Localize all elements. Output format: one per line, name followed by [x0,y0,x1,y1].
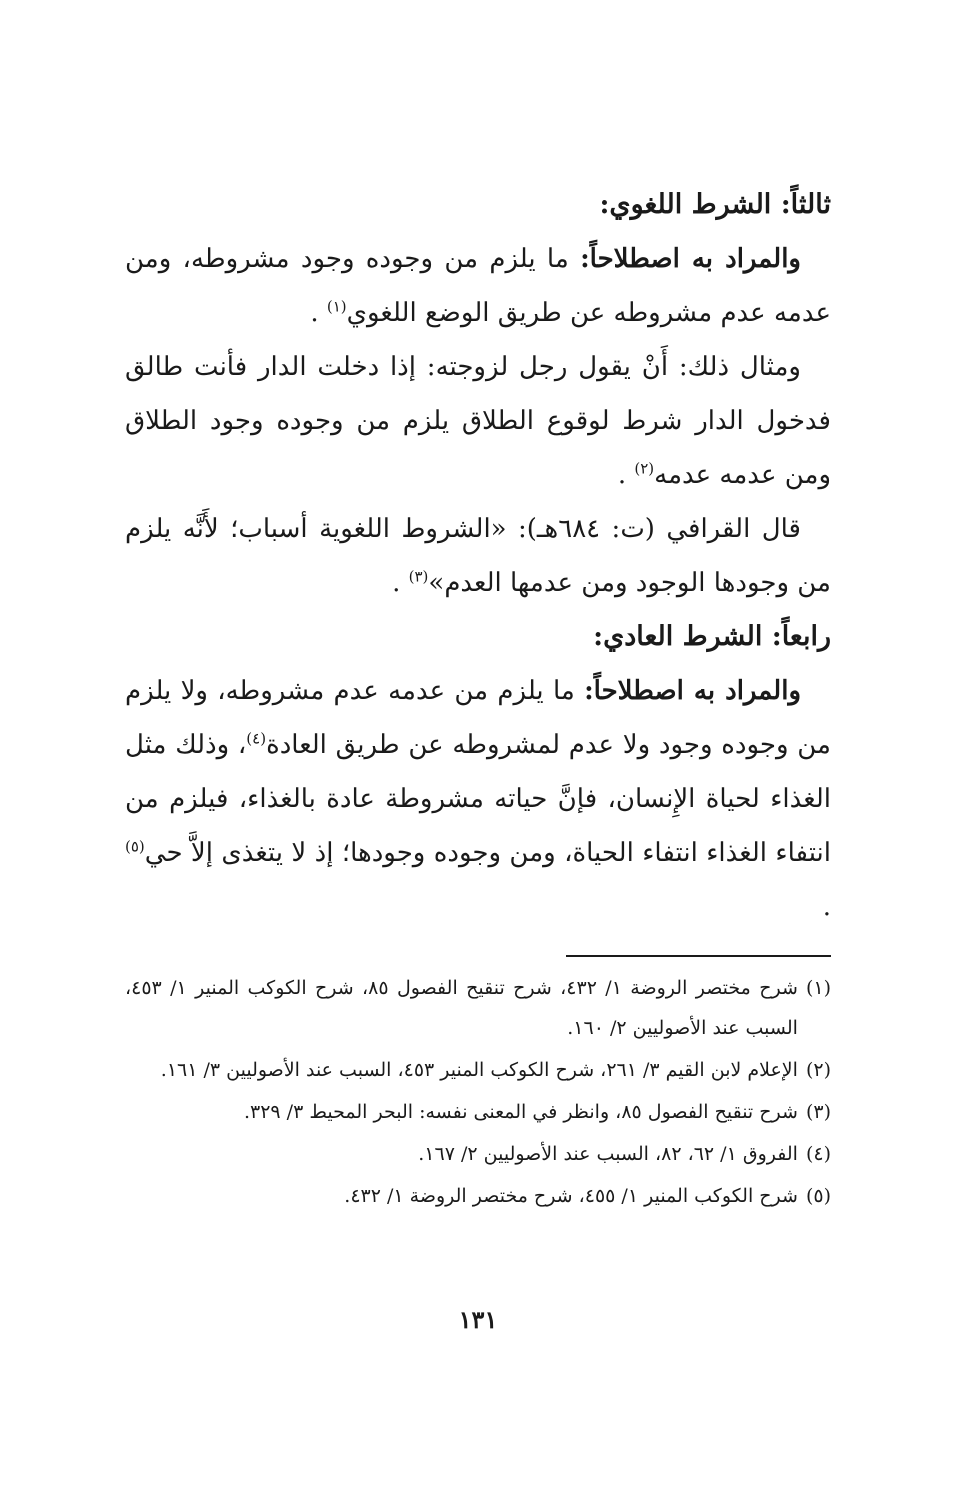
footnote-ref-3[interactable]: (٣) [408,567,429,586]
example-paragraph [125,340,831,502]
section-heading-lughawi: ثالثاً: الشرط اللغوي: [599,189,831,220]
footnote-number: (٣) [805,1101,831,1123]
definition-text: ما يلزم من وجوده وجود مشروطه، ومن عدمه عدم مشروطه عن طريق الوضع اللغوي [125,244,831,328]
footnote-ref-2[interactable]: (٢) [634,459,655,478]
footnote-ref-1[interactable]: (١) [326,297,347,316]
footnote-number: (٢) [805,1059,831,1081]
footnote-item [125,968,831,1048]
footnote-ref-5[interactable]: (٥) [125,837,145,856]
footnote-item [125,1050,831,1090]
definition-paragraph-adi [125,664,831,934]
footnote-number: (٤) [805,1143,831,1165]
footnote-text: شرح تنقيح الفصول ٨٥، وانظر في المعنى نفسه: البحر المحيط ٣/ ٣٢٩. [243,1101,798,1123]
footnote-text: شرح مختصر الروضة ١/ ٤٣٢، شرح تنقيح الفصول ٨٥، شرح الكوكب المنير ١/ ٤٥٣، السبب عند الأصوليين ٢/ ١٦٠. [125,977,798,1039]
footnote-ref-4[interactable]: (٤) [246,729,267,748]
footnote-number: (١) [805,977,831,999]
footnote-text: شرح الكوكب المنير ١/ ٤٥٥، شرح مختصر الروضة ١/ ٤٣٢. [344,1185,798,1207]
definition-paragraph-lughawi [125,232,831,340]
footnote-item [125,1092,831,1132]
quote-paragraph [125,502,831,610]
quote-text: قال القرافي (ت: ٦٨٤هـ): «الشروط اللغوية أسباب؛ لأَنَّه يلزم من وجودها الوجود ومن عدمها العدم» [125,514,831,598]
section-heading-adi: رابعاً: الشرط العادي: [593,621,831,652]
main-text [125,178,831,934]
definition-lead: والمراد به اصطلاحاً: [584,676,801,706]
footnotes [125,968,831,1218]
page-number: ١٣١ [458,1305,498,1334]
footnote-item [125,1176,831,1216]
footnote-item [125,1134,831,1174]
footnote-number: (٥) [805,1185,831,1207]
sentence-end: . [617,460,627,490]
definition-lead: والمراد به اصطلاحاً: [580,244,801,274]
sentence-end: . [392,568,401,598]
footnote-divider [566,955,831,957]
footnote-text: الإعلام لابن القيم ٣/ ٢٦١، شرح الكوكب المنير ٤٥٣، السبب عند الأصوليين ٣/ ١٦١. [160,1059,798,1081]
sentence-end: . [822,892,831,922]
example-text: ومثال ذلك: أَنْ يقول رجل لزوجته: إذا دخلت الدار فأنت طالق فدخول الدار شرط لوقوع الطلاق يلزم من وجوده وجود الطلاق ومن عدمه عدمه [125,352,831,490]
sentence-end: . [310,298,319,328]
definition-continuation: ، وذلك مثل الغذاء لحياة الإِنسان، فإنَّ حياته مشروطة عادة بالغذاء، فيلزم من انتفاء الغذاء انتفاء الحياة، ومن وجوده وجودها؛ إذ لا يتغذى إلاَّ حي [125,730,832,868]
definition-text: ما يلزم من عدمه عدم مشروطه، ولا يلزم من وجوده وجود ولا عدم لمشروطه عن طريق العادة [125,676,831,760]
footnote-text: الفروق ١/ ٦٢، ٨٢، السبب عند الأصوليين ٢/ ١٦٧. [418,1143,798,1165]
